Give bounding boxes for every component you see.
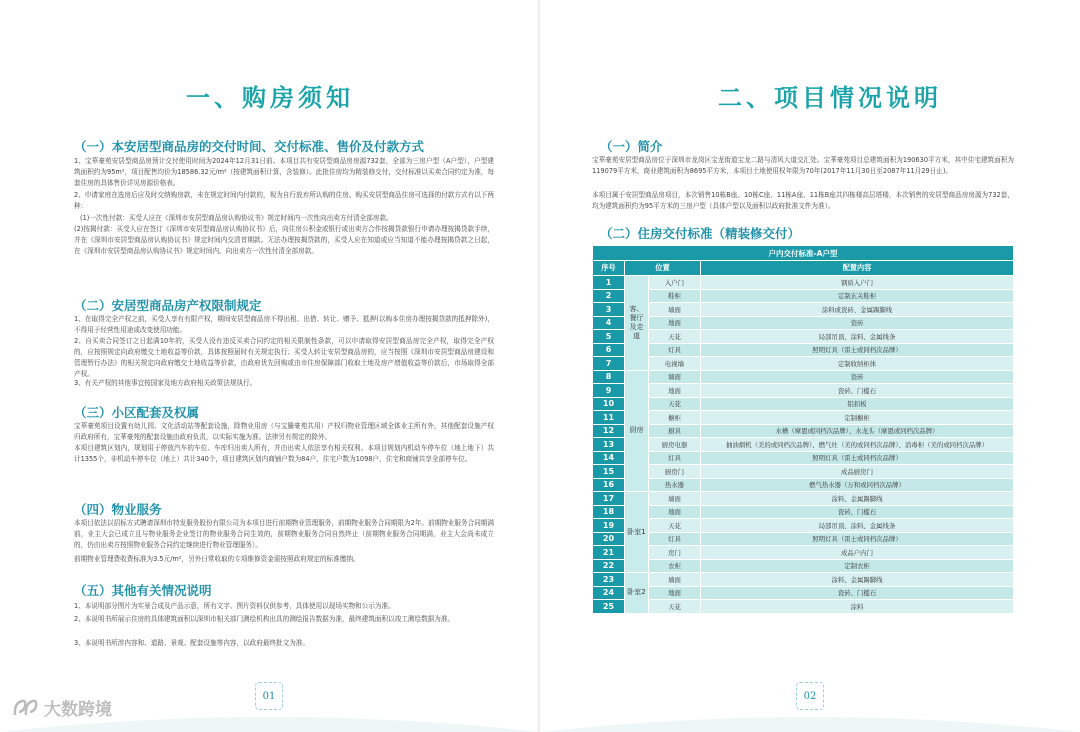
- config-content: 瓷砖、门槛石: [701, 505, 1014, 519]
- config-content: 瓷砖: [701, 370, 1014, 384]
- config-content: 瓷砖、门槛石: [701, 384, 1014, 398]
- table-row: [593, 546, 1014, 560]
- row-number: 5: [593, 330, 625, 344]
- sub-location: 地面: [649, 586, 701, 600]
- config-content: 成品厨房门: [701, 465, 1014, 479]
- row-number: 17: [593, 492, 625, 506]
- paragraph: 2、本说明书所展示住房的具体建筑面积以深圳市相关部门测绘机构出具的测绘报告数据为准，最终建筑面积以竣工测绘数据为准。: [74, 615, 455, 623]
- location-group: 卧室2: [625, 573, 649, 614]
- sub-location: 墙面: [649, 370, 701, 384]
- sub-location: 橱柜: [649, 411, 701, 425]
- config-content: 定制衣柜: [701, 559, 1014, 573]
- location-group: 客、餐厅及走道: [625, 276, 649, 371]
- table-row: [593, 519, 1014, 533]
- sub-location: 天花: [649, 600, 701, 614]
- config-content: 照明灯具（雷士或同档次品牌）: [701, 532, 1014, 546]
- sub-location: 厨具: [649, 424, 701, 438]
- paragraph: 1、在取得完全产权之前，买受人享有有限产权，期间安居型商品房不得出租、出借、转让、赠予、抵押(以购本住房办理按揭贷款的抵押除外)，不得用于经营性用途或改变使用功能。: [74, 315, 494, 334]
- section-heading-4: （四）物业服务: [74, 502, 162, 517]
- config-content: 定制玄关鞋柜: [701, 289, 1014, 303]
- row-number: 3: [593, 303, 625, 317]
- row-number: 6: [593, 343, 625, 357]
- page-title-right: 二、项目情况说明: [718, 84, 942, 112]
- sub-location: 厨房电器: [649, 438, 701, 452]
- sub-location: 热水器: [649, 478, 701, 492]
- paragraph: 宝華豪苑安居型商品房位于深圳市龙岗区宝龙街道宝龙二路与清风大道交汇处。宝華豪苑项目总建筑面积为190630平方米，其中住宅建筑面积为119079平方米，商业建筑面积为8695平方米，本项目土地使用权年限为70年(2017年11月30日至2087年11月29日止)。: [592, 156, 1014, 175]
- table-row: [593, 303, 1014, 317]
- config-content: 涂料、金属踢脚线: [701, 573, 1014, 587]
- table-row: [593, 465, 1014, 479]
- table-row: [593, 492, 1014, 506]
- config-content: 瓷砖: [701, 316, 1014, 330]
- config-content: 涂料或瓷砖、金属踢脚线: [701, 303, 1014, 317]
- sub-location: 地面: [649, 505, 701, 519]
- paragraph: (2)按揭付款：买受人应在签订《深圳市安居型商品房认购协议书》后，向住房公积金或银行或出卖方合作按揭贷款银行申请办理按揭贷款手续，并在《深圳市安居型商品房认购协议书》规定时间内交清首期款。无法办理按揭贷款的，买受人应在知道或应当知道不能办理按揭贷款之日起，在《深圳市安居型商品房认购协议书》规定时间内，向出卖方一次性付清全部房款。: [74, 225, 494, 255]
- row-number: 22: [593, 559, 625, 573]
- row-number: 23: [593, 573, 625, 587]
- config-content: 局部吊顶、涂料、金属线条: [701, 330, 1014, 344]
- config-content: 涂料: [701, 600, 1014, 614]
- paragraph: 1、本说明部分图片为实景合成及产品示意，所有文字、图片资料仅供参考，具体使用以现场实物和公示为准。: [74, 602, 395, 610]
- sub-location: 灯具: [649, 532, 701, 546]
- section-heading-1: （一）本安居型商品房的交付时间、交付标准、售价及付款方式: [74, 139, 425, 154]
- config-content: 钢质入户门: [701, 276, 1014, 290]
- table-row: [593, 289, 1014, 303]
- header-cell: 位置: [625, 261, 701, 276]
- config-content: 照明灯具（雷士或同档次品牌）: [701, 451, 1014, 465]
- row-number: 20: [593, 532, 625, 546]
- config-content: 铝扣板: [701, 397, 1014, 411]
- table-row: [593, 438, 1014, 452]
- row-number: 15: [593, 465, 625, 479]
- table-row: [593, 357, 1014, 371]
- table-row: [593, 559, 1014, 573]
- table-row: [593, 505, 1014, 519]
- sub-location: 天花: [649, 519, 701, 533]
- header-cell: 序号: [593, 261, 625, 276]
- delivery-standard-table: [592, 245, 1014, 614]
- paragraph: 1、宝華豪苑安居型商品房预计交付使用时间为2024年12月31日前。本项目共有安居型商品房房源732套，全部为三房户型（A户型），户型建筑面积约为95m²，项目配售均价为18586.32元/m²（按建筑面积计算，含装修）。此批住房均为精装修交付，交付标准以买卖合同约定为准，每套住房的具体售价详见房源价格表。: [74, 157, 494, 187]
- sub-location: 墙面: [649, 303, 701, 317]
- row-number: 10: [593, 397, 625, 411]
- page-right: [540, 0, 1080, 732]
- row-number: 12: [593, 424, 625, 438]
- config-content: 水槽（摩恩或同档次品牌）、水龙头（摩恩或同档次品牌）: [701, 424, 1014, 438]
- sub-location: 衣柜: [649, 559, 701, 573]
- table-row: [593, 532, 1014, 546]
- row-number: 13: [593, 438, 625, 452]
- table-row: [593, 330, 1014, 344]
- paragraph: 3、有关产权的其他事宜按国家及地方政府相关政策法规执行。: [74, 379, 257, 387]
- section-heading-standard: （二）住房交付标准（精装修交付）: [600, 226, 801, 241]
- header-cell: 配置内容: [701, 261, 1014, 276]
- table-row: [593, 600, 1014, 614]
- watermark-text: 大数跨境: [44, 700, 112, 720]
- table-row: [593, 384, 1014, 398]
- sub-location: 墙面: [649, 573, 701, 587]
- config-content: 定制橱柜: [701, 411, 1014, 425]
- watermark-logo-icon: [12, 697, 40, 719]
- page-title-left: 一、购房须知: [186, 84, 354, 112]
- sub-location: 天花: [649, 330, 701, 344]
- config-content: 照明灯具（雷士或同档次品牌）: [701, 343, 1014, 357]
- table-row: [593, 397, 1014, 411]
- table-row: [593, 276, 1014, 290]
- config-content: 燃气热水器（万和或同档次品牌）: [701, 478, 1014, 492]
- table-row: [593, 343, 1014, 357]
- paragraph: 2、自买卖合同签订之日起满10年的，买受人没有违反买卖合同约定的相关限制性条款，可以申请取得安居型商品房完全产权，取得完全产权的，应按照规定向政府缴交土地收益等价款，具体按照届时有关规定执行；买受人转让安居型商品房的，应当按照《深圳市安居型商品房建设和管理暂行办法》的相关规定向政府缴交土地收益等价款，由政府优先回购或由市住房保障部门收取土地及房产增值收益等价款后，市场取得全部产权。: [74, 337, 494, 378]
- row-number: 18: [593, 505, 625, 519]
- table-row: [593, 451, 1014, 465]
- table-caption: 户内交付标准-A户型: [593, 246, 1014, 261]
- config-content: 成品户内门: [701, 546, 1014, 560]
- sub-location: 灯具: [649, 343, 701, 357]
- table-row: [593, 424, 1014, 438]
- page-number: 02: [796, 682, 824, 710]
- config-content: 局部吊顶、涂料、金属线条: [701, 519, 1014, 533]
- sub-location: 鞋柜: [649, 289, 701, 303]
- sub-location: 灯具: [649, 451, 701, 465]
- config-content: 抽油烟机（美的或同档次品牌）、燃气灶（美的或同档次品牌）、消毒柜（美的或同档次品牌）: [701, 438, 1014, 452]
- row-number: 21: [593, 546, 625, 560]
- paragraph: (1)一次性付款：买受人应在《深圳市安居型商品房认购协议书》规定时间内一次性向出卖方付清全部房款。: [80, 214, 393, 222]
- row-number: 2: [593, 289, 625, 303]
- config-content: 涂料、金属踢脚线: [701, 492, 1014, 506]
- section-heading-2: （二）安居型商品房产权限制规定: [74, 298, 262, 313]
- table-row: [593, 586, 1014, 600]
- location-group: 厨房: [625, 370, 649, 492]
- row-number: 4: [593, 316, 625, 330]
- paragraph: 本项目属于安居型商品房项目，本次销售10栋B座、10栋C座、11栋A座、11栋B座共四栋楼高层塔楼，本次销售的安居型商品房房源为732套，均为建筑面积约为95平方米的三房户型（具体户型以及面积以政府批准文件为准）。: [592, 191, 1014, 210]
- paragraph: 宝華豪苑项目设置有幼儿园、文化活动站等配套设施，除物业用房（与宝騰豪苑共用）产权归物业管理区域全体业主所有外，其他配套设施产权归政府所有，宝華豪苑的配套设施由政府负责，以实际实施为准。法律另有规定的除外。: [74, 422, 494, 441]
- config-content: 瓷砖、门槛石: [701, 586, 1014, 600]
- watermark: [12, 695, 112, 720]
- location-group: 卧室1: [625, 492, 649, 573]
- paragraph: 2、申请家庭在选房后应及时交纳购房款，未在规定时间内付款的，视为自行放弃所认购的住房。购买安居型商品住房可选择的付款方式有以下两种：: [74, 191, 494, 210]
- paragraph: 前期物业管理费收费标准为3.5元/m²，另外日常收取的专项维修资金需按照政府规定的标准缴纳。: [74, 555, 360, 563]
- sub-location: 天花: [649, 397, 701, 411]
- row-number: 1: [593, 276, 625, 290]
- row-number: 8: [593, 370, 625, 384]
- table-row: [593, 478, 1014, 492]
- row-number: 9: [593, 384, 625, 398]
- section-heading-5: （五）其他有关情况说明: [74, 583, 212, 598]
- sub-location: 地面: [649, 316, 701, 330]
- sub-location: 地面: [649, 384, 701, 398]
- row-number: 24: [593, 586, 625, 600]
- table-row: [593, 370, 1014, 384]
- sub-location: 墙面: [649, 492, 701, 506]
- sub-location: 房门: [649, 546, 701, 560]
- table-row: [593, 411, 1014, 425]
- row-number: 7: [593, 357, 625, 371]
- sub-location: 入户门: [649, 276, 701, 290]
- row-number: 16: [593, 478, 625, 492]
- sub-location: 厨房门: [649, 465, 701, 479]
- table-row: [593, 573, 1014, 587]
- section-heading-3: （三）小区配套及权属: [74, 405, 200, 420]
- row-number: 11: [593, 411, 625, 425]
- paragraph: 本项目依法以招标方式聘请深圳市特发服务股份有限公司为本项目进行前期物业管理服务，前期物业服务合同期限为2年。前期物业服务合同期满前，业主大会已成立且与物业服务企业签订的物业服务合同生效的，前期物业服务合同自然终止（前期物业服务合同期满，业主大会尚未成立的，仍由出卖方按照物业服务合同约定继续进行物业管理服务）。: [74, 519, 494, 549]
- paragraph: 本项目建筑区划内，规划用于停放汽车的车位、车库归出卖人所有，并由出卖人依法享有相关权利。本项目规划内机动车停车位（地上地下）共计1355个，非机动车停车位（地上）共计340个，项目建筑区划内商铺户数为84户，住宅户数为1098户，住宅和商铺共享全部停车位。: [74, 444, 494, 463]
- sub-location: 电视墙: [649, 357, 701, 371]
- table-row: [593, 316, 1014, 330]
- table-header-row: [593, 261, 1014, 276]
- section-heading-intro: （一）简介: [600, 139, 663, 154]
- page-number: 01: [255, 682, 283, 710]
- paragraph: 3、本说明书所涉内容和、道路、景观、配套设施等内容，以政府最终批文为准。: [74, 639, 309, 647]
- config-content: 定制收纳柜体: [701, 357, 1014, 371]
- row-number: 14: [593, 451, 625, 465]
- row-number: 25: [593, 600, 625, 614]
- row-number: 19: [593, 519, 625, 533]
